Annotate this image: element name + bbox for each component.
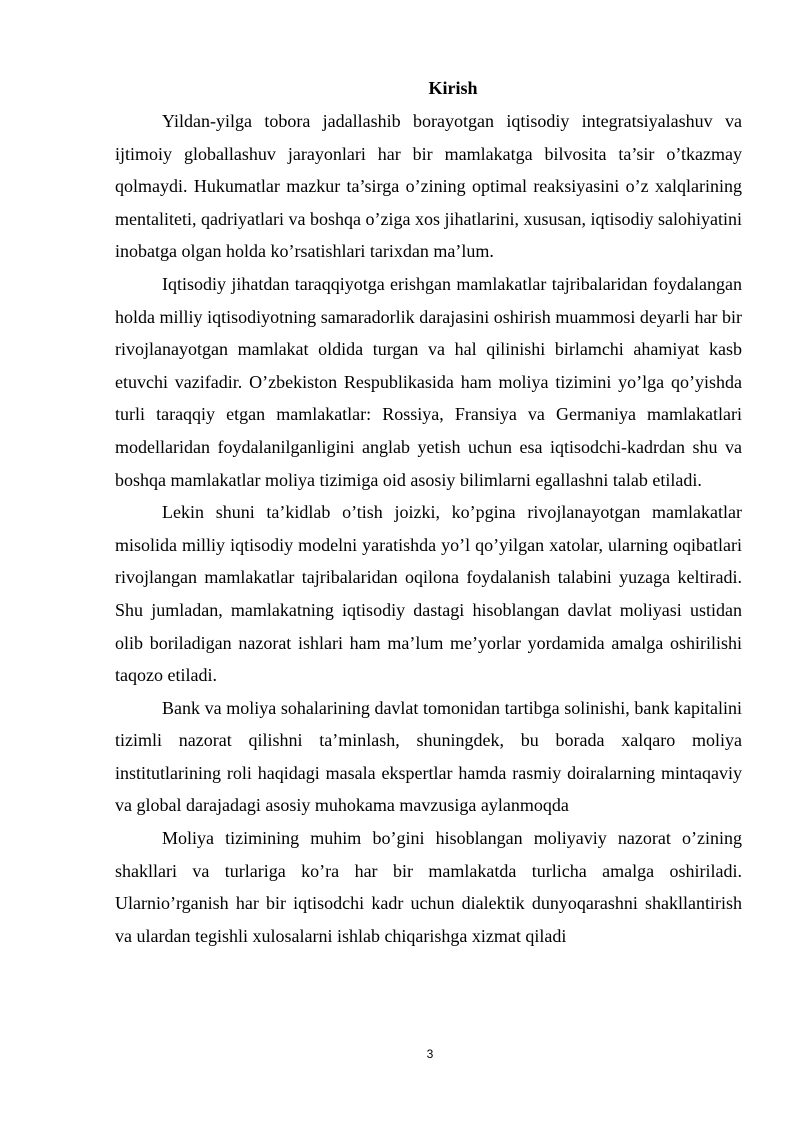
paragraph: Lekin shuni ta’kidlab o’tish joizki, ko’pgina rivojlanayotgan mamlakatlar misolida milliy iqtisodiy modelni yaratishda yo’l qo’yilgan xatolar, ularning oqibatlari rivojlangan mamlakatlar tajribalaridan oqilona foydalanish talabini yuzaga keltiradi. Shu jumladan, mamlakatning iqtisodiy dastagi hisoblangan davlat moliyasi ustidan olib boriladigan nazorat ishlari ham ma’lum me’yorlar yordamida amalga oshirilishi taqozo etiladi. [115, 502, 742, 686]
body-text [115, 105, 742, 952]
paragraph: Bank va moliya sohalarining davlat tomonidan tartibga solinishi, bank kapitalini tizimli nazorat qilishni ta’minlash, shuningdek, bu borada xalqaro moliya institutlarining roli haqidagi masala ekspertlar hamda rasmiy doiralarning mintaqaviy va global darajadagi asosiy muhokama mavzusiga aylanmoqda [115, 697, 742, 816]
page-title: Kirish [428, 78, 478, 98]
paragraph: Yildan-yilga tobora jadallashib borayotgan iqtisodiy integratsiyalashuv va ijtimoiy globallashuv jarayonlari har bir mamlakatga bilvosita ta’sir o’tkazmay qolmaydi. Hukumatlar mazkur ta’sirga o’zining optimal reaksiyasini o’z xalqlarining mentaliteti, qadriyatlari va boshqa o’ziga xos jihatlarini, xususan, iqtisodiy salohiyatini inobatga olgan holda ko’rsatishlari tarixdan ma’lum. [115, 111, 742, 262]
paragraph: Iqtisodiy jihatdan taraqqiyotga erishgan mamlakatlar tajribalaridan foydalangan holda milliy iqtisodiyotning samaradorlik darajasini oshirish muammosi deyarli har bir rivojlanayotgan mamlakat oldida turgan va hal qilinishi birlamchi ahamiyat kasb etuvchi vazifadir. O’zbekiston Respublikasida ham moliya tizimini yo’lga qo’yishda turli taraqqiy etgan mamlakatlar: Rossiya, Fransiya va Germaniya mamlakatlari modellaridan foydalanilganligini anglab yetish uchun esa iqtisodchi-kadrdan shu va boshqa mamlakatlar moliya tizimiga oid asosiy bilimlarni egallashni talab etiladi. [115, 273, 742, 490]
paragraph: Moliya tizimining muhim bo’gini hisoblangan moliyaviy nazorat o’zining shakllari va turlariga ko’ra har bir mamlakatda turlicha amalga oshiriladi. Ularnio’rganish har bir iqtisodchi kadr uchun dialektik dunyoqarashni shakllantirish va ulardan tegishli xulosalarni ishlab chiqarishga xizmat qiladi [115, 828, 742, 946]
page-number: 3 [426, 1047, 434, 1061]
